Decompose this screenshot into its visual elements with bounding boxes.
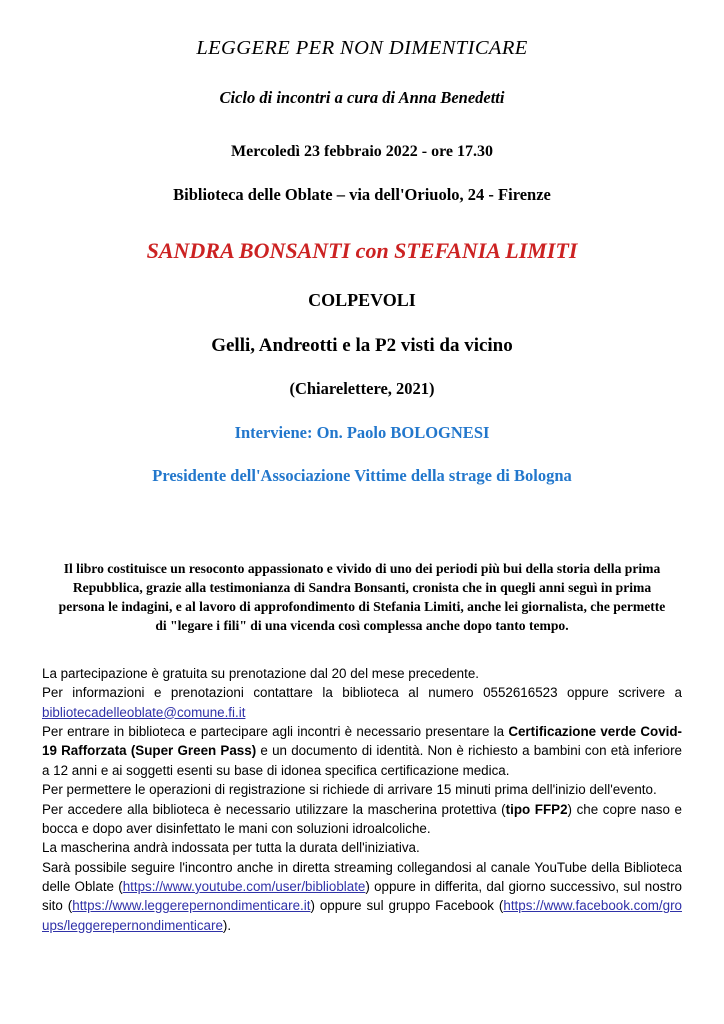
info-streaming (42, 858, 682, 935)
series-subtitle: Ciclo di incontri a cura di Anna Benedetti (219, 87, 505, 107)
guest-speaker-role: Presidente dell'Associazione Vittime della strage di Bologna (152, 465, 572, 485)
website-link[interactable]: https://www.leggerepernondimenticare.it (72, 898, 311, 914)
event-venue: Biblioteca delle Oblate – via dell'Oriuolo, 24 - Firenze (173, 185, 551, 205)
info-mask-pre: Per accedere alla biblioteca è necessario utilizzare la mascherina protettiva ( (42, 801, 506, 817)
info-covid-emphasis: Certificazione verde Covid-19 Rafforzata (Super Green Pass) (42, 724, 682, 759)
practical-info-block (42, 664, 682, 935)
youtube-link[interactable]: https://www.youtube.com/user/biblioblate (122, 878, 366, 894)
info-mask (42, 800, 682, 839)
info-streaming-pre: Sarà possibile seguire l'incontro anche in diretta streaming collegandosi al canale YouTube della Biblioteca delle Oblate ( (42, 859, 682, 894)
info-covid (42, 722, 682, 780)
info-contact (42, 683, 682, 722)
event-date-time: Mercoledì 23 febbraio 2022 - ore 17.30 (230, 143, 494, 161)
info-streaming-mid-1: ) oppure in differita, dal giorno successivo, sul nostro sito ( (42, 878, 682, 914)
book-subtitle: Gelli, Andreotti e la P2 visti da vicino (211, 334, 513, 356)
series-title: LEGGERE PER NON DIMENTICARE (196, 37, 528, 59)
info-streaming-mid-2: ) oppure sul gruppo Facebook ( (310, 898, 504, 914)
guest-speaker: Interviene: On. Paolo BOLOGNESI (234, 423, 490, 443)
book-title: COLPEVOLI (308, 290, 416, 311)
info-registration: Per permettere le operazioni di registrazione si richiede di arrivare 15 minuti prima dell'inizio dell'evento. (42, 782, 657, 798)
info-covid-post: e un documento di identità. Non è richiesto a bambini con età inferiore a 12 anni e ai soggetti esenti su base di idonea specifica certificazione medica. (42, 743, 682, 778)
info-mask-post: ) che copre naso e bocca e dopo aver disinfettato le mani con soluzioni idroalcoliche. (42, 801, 682, 836)
info-mask-duration: La mascherina andrà indossata per tutta la durata dell'iniziativa. (42, 840, 420, 856)
book-publisher: (Chiarelettere, 2021) (289, 378, 435, 398)
info-mask-emphasis: tipo FFP2 (505, 801, 568, 817)
facebook-link[interactable]: https://www.facebook.com/groups/leggerepernondimenticare (42, 898, 682, 933)
info-booking: La partecipazione è gratuita su prenotazione dal 20 del mese precedente. (42, 666, 479, 681)
book-synopsis: Il libro costituisce un resoconto appassionato e vivido di uno dei periodi più bui della storia della prima Repubblica, grazie alla testimonianza di Sandra Bonsanti, cronista che in quegli anni seguì in prima persona le indagini, e al lavoro di approfondimento di Stefania Limiti, anche lei giornalista, che permette di "legare i fili" di una vicenda così complessa anche dopo tanto tempo. (58, 560, 666, 634)
event-authors: SANDRA BONSANTI con STEFANIA LIMITI (146, 237, 578, 263)
email-link[interactable]: bibliotecadelleoblate@comune.fi.it (42, 704, 246, 720)
info-covid-pre: Per entrare in biblioteca e partecipare agli incontri è necessario presentare la (42, 724, 509, 740)
info-contact-text: Per informazioni e prenotazioni contattare la biblioteca al numero 0552616523 oppure scrivere a (42, 685, 682, 701)
info-streaming-end: ). (222, 917, 232, 933)
